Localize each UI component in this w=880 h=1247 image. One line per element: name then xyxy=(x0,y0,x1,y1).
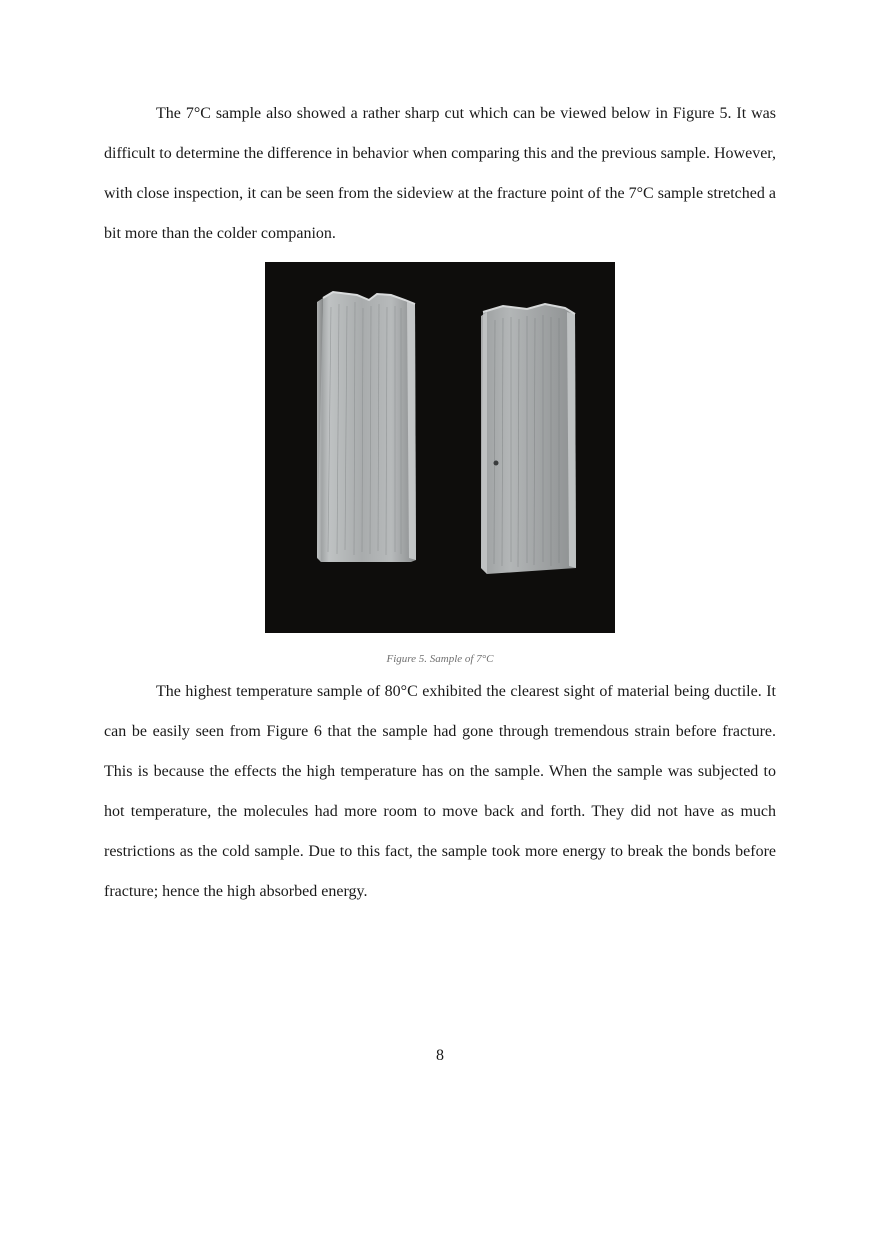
body-paragraph: The highest temperature sample of 80°C exhibited the clearest sight of material being ductile. It can be easily seen from Figure 6 that the sample had gone through tremendous strain before fracture. This is because the effects the high temperature has on the sample. When the sample was subjected to hot temperature, the molecules had more room to move back and forth. They did not have as much restrictions as the cold sample. Due to this fact, the sample took more energy to break the bonds before fracture; hence the high absorbed energy. xyxy=(104,683,776,900)
left-specimen xyxy=(317,292,416,562)
figure-caption: Figure 5. Sample of 7°C xyxy=(386,653,494,665)
figure-photo-samples xyxy=(265,262,615,633)
page-number: 8 xyxy=(436,1047,444,1064)
body-paragraph: The 7°C sample also showed a rather sharp cut which can be viewed below in Figure 5. It was difficult to determine the difference in behavior when comparing this and the previous sample. However, with close inspection, it can be seen from the sideview at the fracture point of the 7°C sample stretched a bit more than the colder companion. xyxy=(104,105,776,242)
right-specimen xyxy=(481,304,576,574)
